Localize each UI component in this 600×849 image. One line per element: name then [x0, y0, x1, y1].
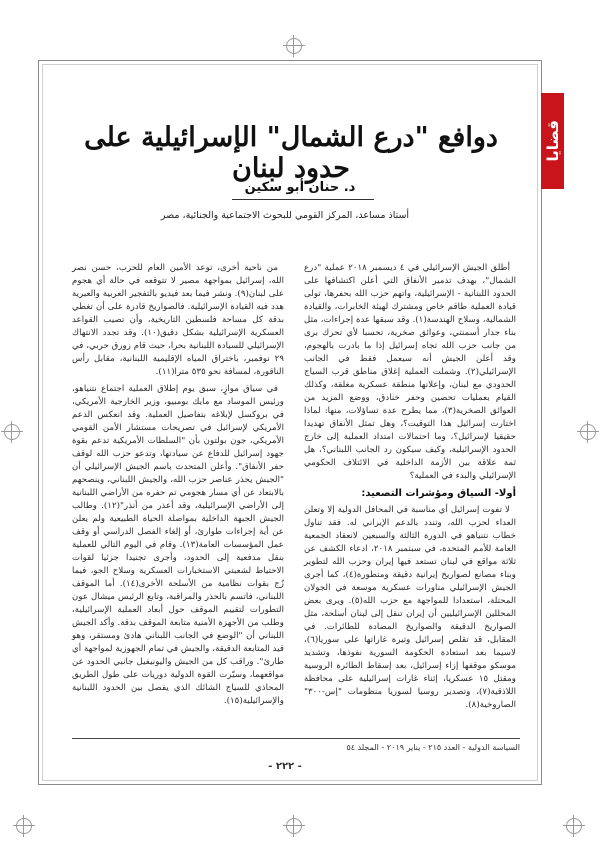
author-divider — [232, 199, 374, 200]
section-heading: أولا- السياق ومؤشرات التصعيد: — [361, 488, 516, 499]
journal-footer: السياسة الدولية - العدد ٢١٥ - يناير ٢٠١٩ - المجلد ٥٤ — [346, 743, 520, 752]
footer-divider — [72, 738, 520, 739]
crop-mark-icon — [16, 818, 32, 834]
section-tab-label: قضايا — [543, 120, 562, 162]
paragraph: أطلق الجيش الإسرائيلي في ٤ ديسمبر ٢٠١٨ عملية "درع الشمال"، بهدف تدمير الأنفاق التي أعلن اكتشافها على الحدود اللبنانية - الإسرائيلية، واتهم حزب الله بحفرها، تولى قيادة العملية طاقم خاص ومشترك لهيئة الخابرات، والقيادة الشمالية، وسلاح الهندسة(١). وقد سبقها عدة إجراءات، مثل بناء جدار أسمنتي، وعوائق صخرية، تحسبا لأي تحرك برى من جانب حزب الله تجاه إسرائيل إذا ما بادرت بالهجوم، وقد أعلن الجيش أنه سيعمل فقط في الجانب الإسرائيلي(٢). وشملت العملية إغلاق مناطق قرب السياج الحدودي مع لبنان، وإعلانها منطقة عسكرية مغلقة، وكذلك القيام بعمليات تحصين وحفر خنادق، ووضع المزيد من العوائق الصخرية(٣)، مما يطرح عدة تساؤلات، منها: لماذا اختارت إسرائيل هذا التوقيت؟، وهل تمثل الأنفاق تهديدا حقيقيا لإسرائيل؟، وما احتمالات امتداد العملية إلى خارج الحدود الإسرائيلية، وكيف سيكون رد الجانب اللبناني؟، هل ثمة علاقة بين الأزمة الداخلية في الائتلاف الحكومي الإسرائيلي والبدء في العملية؟ — [304, 263, 517, 481]
right-column — [304, 262, 516, 716]
left-column — [72, 262, 284, 712]
paragraph: لا تفوت إسرائيل أي مناسبة في المحافل الدولية إلا وتعلن العداء لحزب الله، وتندد بالدعم الإيراني له. فقد تناول خطاب نتنياهو في الدورة الثالثة والسبعين لانعقاد الجمعية العامة للأمم المتحدة، في سبتمبر ٢٠١٨، ادعاء الكشف عن ثلاثة مواقع في لبنان تستعد فيها إيران وحزب الله لتطوير وبناء مصانع لصواريخ إيرانية دقيقة ومتطورة(٤)، كما أجرى الجيش الإسرائيلي مناورات عسكرية موسعة في الجولان المحتلة، استعدادا للمواجهة مع حزب الله(٥). ويرى بعض المحللين الإسرائيليين أن إيران تنقل إلى لبنان أسلحة، مثل الصواريخ الدقيقة والصواريخ المضادة للطائرات. في المقابل، قد تقلص إسرائيل وتيرة غاراتها على سوريا(٦)، لاسيما بعد استعادة الحكومة السورية نفوذها، وتشديد موسكو موقفها إزاء إسرائيل، بعد إسقاط الطائرة الروسية ومقتل ١٥ عسكريا، إثناء غارات إسرائيلية على محافظة اللاذقية(٧)، وتصدير روسيا لسوريا منظومات "إس-٣٠٠" الصاروخية(٨). — [304, 505, 517, 710]
page-number: - ٢٢٢ - — [268, 761, 302, 772]
article-title: دوافع "درع الشمال" الإسرائيلية على حدود لبنان — [84, 122, 498, 184]
author-name: د. حنان أبو سكين — [244, 180, 356, 195]
crop-mark-icon — [286, 818, 302, 834]
crop-mark-icon — [580, 424, 596, 440]
section-tab — [541, 93, 564, 189]
author-affiliation: أستاذ مساعد، المركز القومي للبحوث الاجتماعية والجنائية، مصر — [160, 210, 410, 221]
crop-mark-icon — [566, 818, 582, 834]
paragraph: من ناحية أخرى، توعد الأمين العام للحزب، حسن نصر الله، إسرائيل بمواجهة مصير لا تتوقعه في حالة أي هجوم على لبنان(٩). ونشر فيما بعد فيديو بالتفجير العربية والعبرية هدد فيه القيادة الإسرائيلية. فالصواريخ قادرة على أن تغطي بدقة كل مساحة فلسطين التاريخية، وأن تصيب القواعد العسكرية الإسرائيلية بشكل دقيق(١٠). وقد تجدد الانتهاك الإسرائيلي للسيادة اللبنانية بحرا، حيث قام زورق حربي، في ٢٩ نوفمبر، باختراق المياه الإقليمية اللبنانية، مقابل رأس الناقورة، لمسافة نحو ٥٣٥ مترا(١١). — [72, 263, 284, 377]
crop-mark-icon — [4, 424, 20, 440]
paragraph: في سياق موازٍ، سبق يوم إطلاق العملية اجتماع نتنياهو، ورئيس الموساد مع مايك بومبيو، وزير الخارجية الأمريكي، في بروكسل لإبلاغه بتفاصيل العملية. وقد انعكس الدعم الأمريكي لإسرائيل في تصريحات مستشار الأمن القومي الأمريكي، جون بولتون بأن "السلطات الأمريكية تدعم بقوة جهود إسرائيل للدفاع عن سيادتها، وتدعو حزب الله لوقف حفر الأنفاق". وأعلن المتحدث باسم الجيش الإسرائيلي أن "الجيش يحذر عناصر حزب الله، والجيش اللبناني، وينصحهم بالابتعاد عن أي مسار هجومي تم حفره من الأراضي اللبنانية إلى الأراضي الإسرائيلية، وقد أعذر من أنذر"(١٢). وطالب الجيش الجبهة الداخلية بمواصلة الحياة الطبيعية ولم يعلن عن أية إجراءات طوارئ، أو إلغاء الفصل الدراسي أو وقف عمل المؤسسات العامة(١٣). وقام في اليوم التالي للعملية بنقل مدفعية إلى الحدود، وأجرى تجنيدا جزئيا لقوات الاحتياط لشعبتي الاستخبارات العسكرية وسلاح الجو، فيما زُج بقوات نظامية من الأسلحة الأخرى(١٤). أما الموقف اللبناني، فاتسم بالحذر والمراقبة، وتابع الرئيس ميشال عون التطورات لتقييم الموقف حول أبعاد العملية الإسرائيلية، وطلب من الأجهزة الأمنية متابعة الموقف بدقة. وأكد الجيش اللبناني أن "الوضع في الجانب اللبناني هادئ ومستقر، وهو قيد المتابعة الدقيقة، والجيش في تمام الجهوزية لمواجهة أي طارئ". وراقب كل من الجيش واليونيفيل جانبي الحدود عن مواقعهما، وسيّرت القوة الدولية دوريات على طول الطريق المحاذي للسياج الشائك الذي يفصل بين الحدود اللبنانية والإسرائيلية(١٥). — [72, 384, 285, 706]
crop-mark-icon — [286, 38, 302, 54]
